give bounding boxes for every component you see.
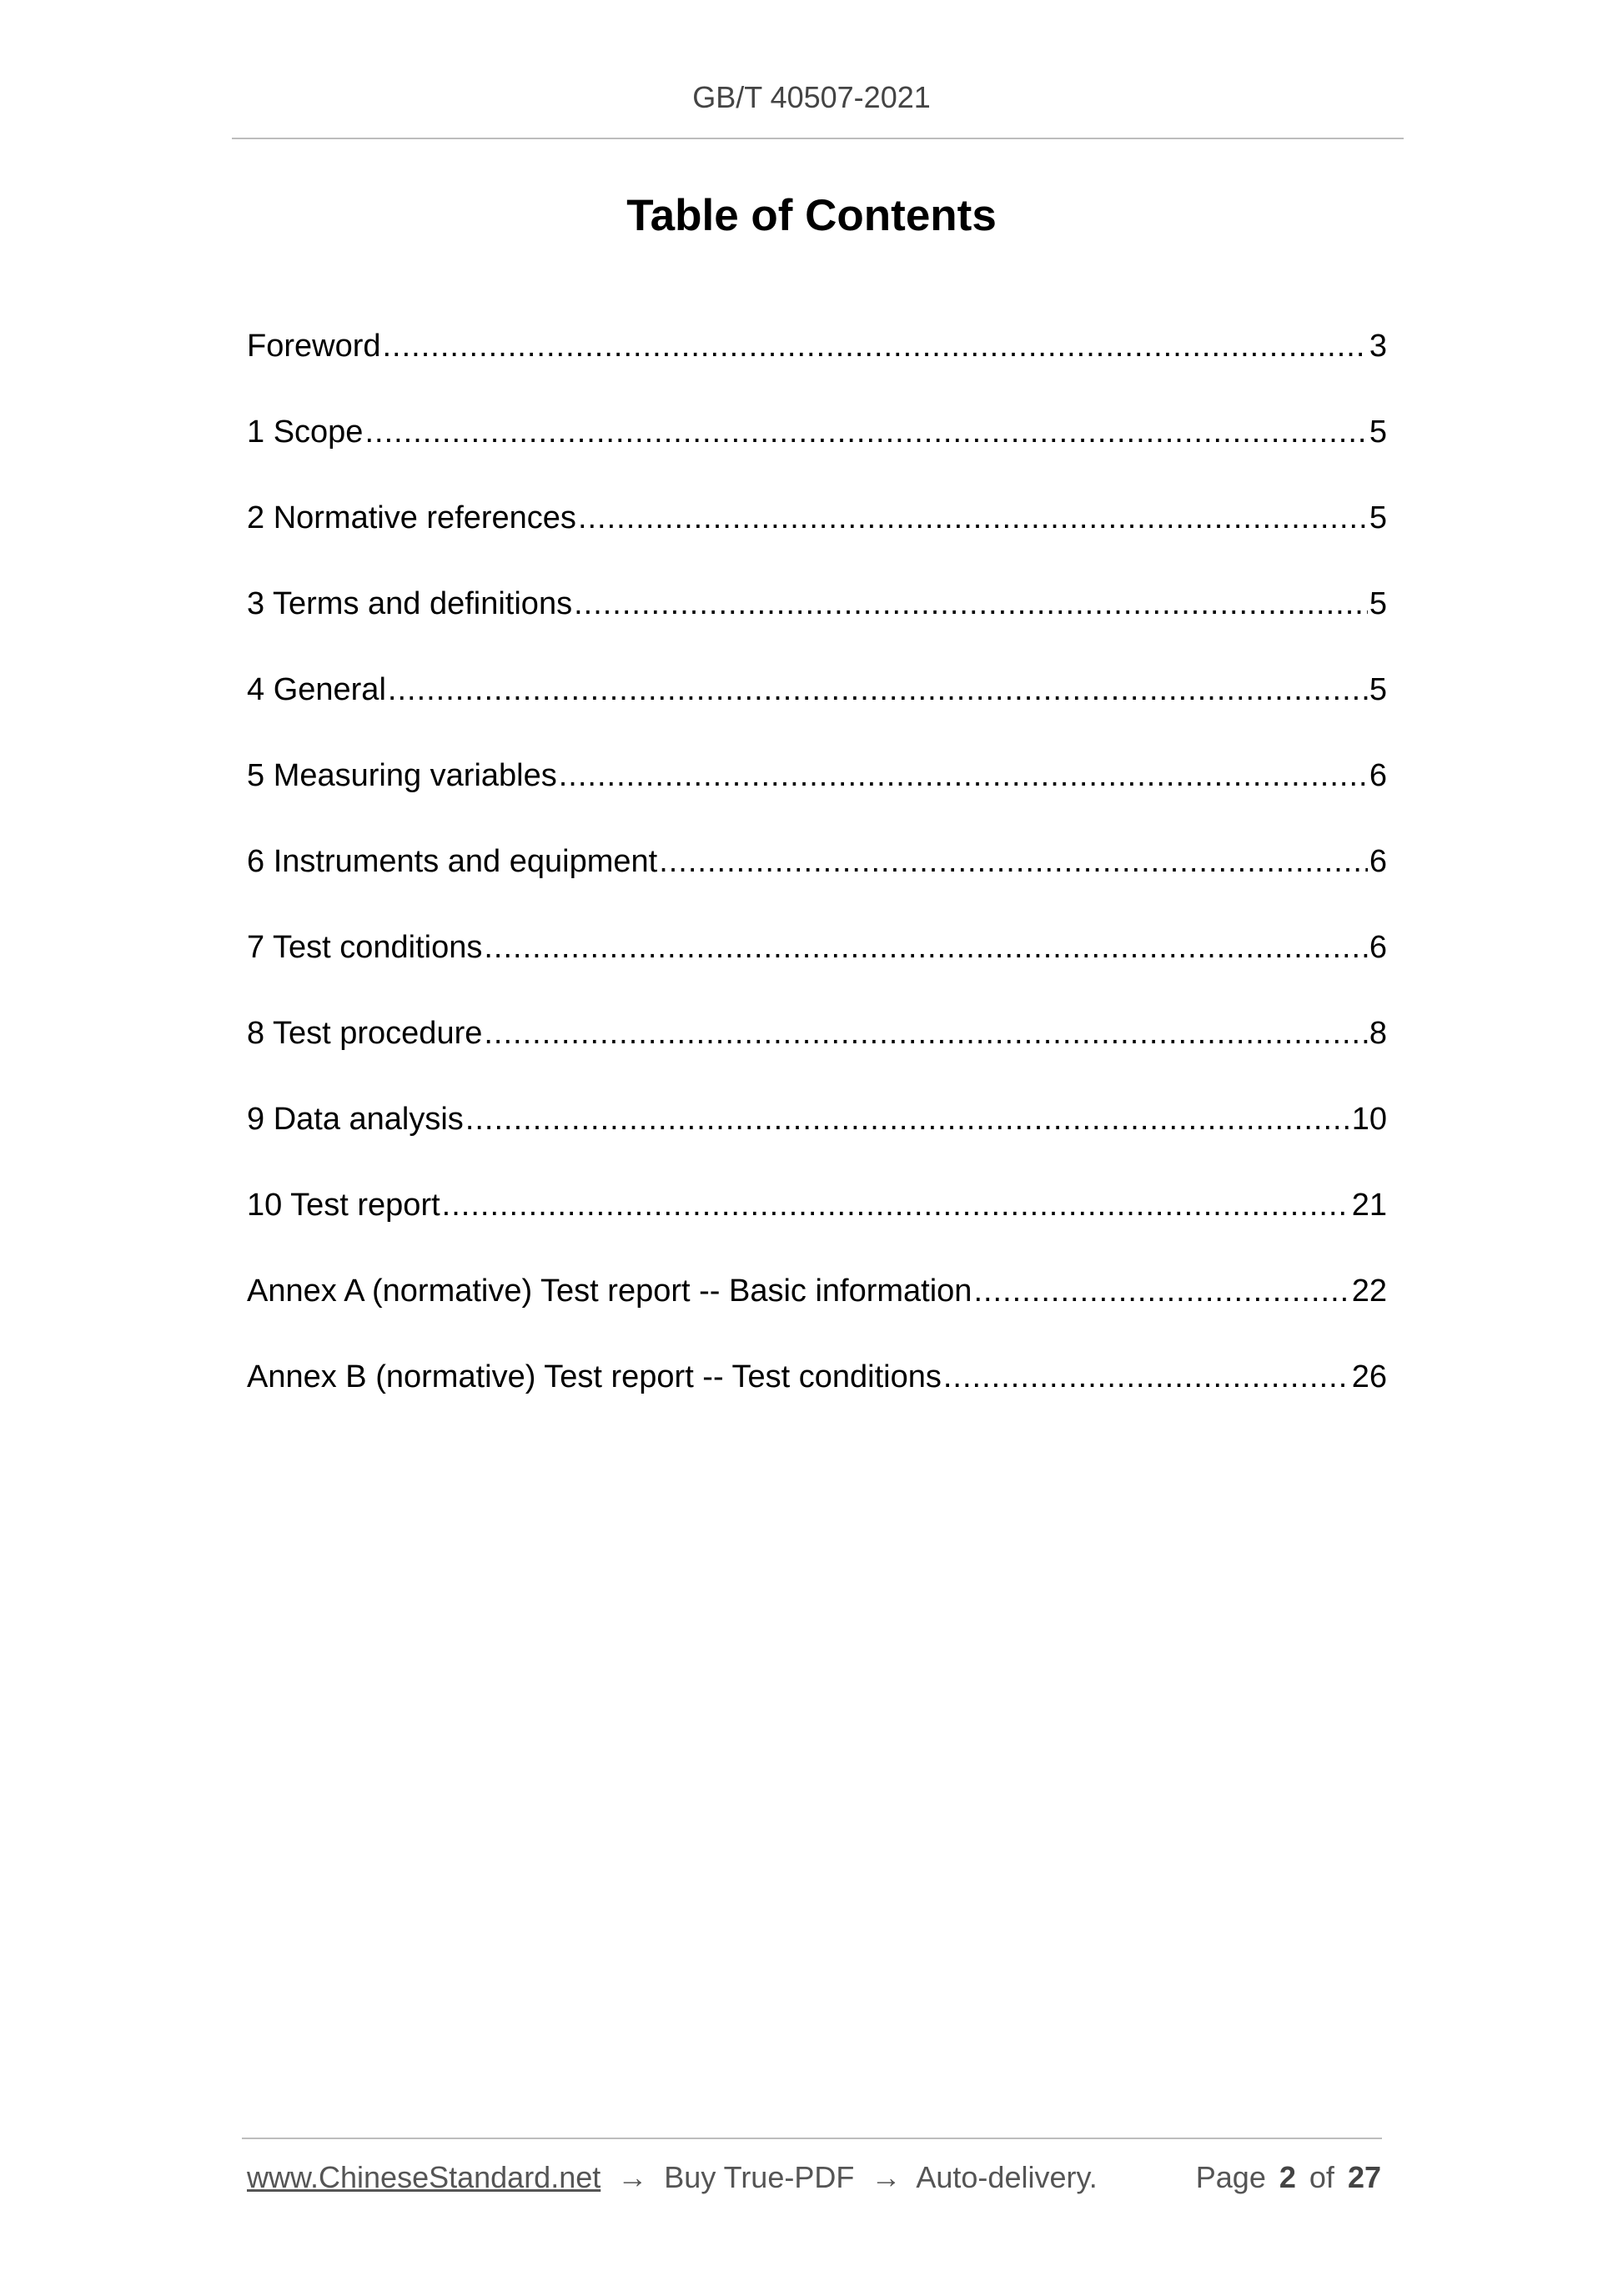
toc-dot-leader	[465, 1098, 1350, 1140]
toc-entry-test-procedure[interactable]	[247, 1012, 1387, 1098]
toc-entry-page: 26	[1351, 1359, 1387, 1394]
toc-dot-leader	[578, 497, 1368, 539]
toc-entry-page: 21	[1351, 1188, 1387, 1223]
page-word: Page	[1195, 2160, 1266, 2194]
document-code: GB/T 40507-2021	[692, 80, 931, 114]
toc-entry-annex-b[interactable]	[247, 1356, 1387, 1442]
toc-entry-page: 6	[1369, 844, 1387, 879]
toc-dot-leader	[383, 325, 1368, 367]
toc-entry-measuring-variables[interactable]	[247, 755, 1387, 841]
toc-entry-page: 6	[1369, 930, 1387, 965]
toc-entry-instruments-and-equipment[interactable]	[247, 841, 1387, 927]
page-number	[1191, 2160, 1381, 2195]
toc-entry-page: 5	[1369, 672, 1387, 707]
toc-entry-page: 5	[1369, 500, 1387, 535]
toc-entry-label: 1 Scope	[247, 414, 364, 450]
header-divider	[232, 138, 1404, 139]
toc-entry-page: 8	[1369, 1016, 1387, 1051]
toc-dot-leader	[484, 927, 1367, 968]
auto-delivery-text: Auto-delivery.	[916, 2160, 1098, 2194]
toc-dot-leader	[574, 583, 1368, 625]
toc-entry-label: 8 Test procedure	[247, 1016, 483, 1051]
toc-entry-label: Annex B (normative) Test report -- Test conditions	[247, 1359, 942, 1394]
toc-dot-leader	[559, 755, 1368, 796]
toc-entry-page: 3	[1369, 329, 1387, 364]
toc-entry-annex-a[interactable]	[247, 1270, 1387, 1356]
toc-entry-label: Annex A (normative) Test report -- Basic information	[247, 1274, 972, 1309]
footer-promo	[247, 2160, 1098, 2195]
toc-dot-leader	[442, 1184, 1350, 1226]
toc-entry-test-report[interactable]	[247, 1184, 1387, 1270]
page-title: Table of Contents	[626, 191, 997, 240]
arrow-right-icon: →	[617, 2160, 648, 2194]
toc-entry-label: 6 Instruments and equipment	[247, 844, 658, 879]
table-of-contents	[247, 325, 1387, 1442]
toc-entry-normative-references[interactable]	[247, 497, 1387, 583]
page-footer	[247, 2160, 1381, 2195]
toc-dot-leader	[388, 669, 1368, 711]
toc-entry-page: 22	[1351, 1274, 1387, 1309]
toc-dot-leader	[973, 1270, 1349, 1312]
toc-entry-data-analysis[interactable]	[247, 1098, 1387, 1184]
toc-entry-scope[interactable]	[247, 411, 1387, 497]
toc-entry-label: 7 Test conditions	[247, 930, 483, 965]
buy-true-pdf-text: Buy True-PDF	[664, 2160, 855, 2194]
arrow-right-icon: →	[871, 2160, 902, 2194]
website-link[interactable]: www.ChineseStandard.net	[247, 2160, 601, 2194]
toc-entry-page: 10	[1351, 1102, 1387, 1137]
page-of-word: of	[1309, 2160, 1334, 2194]
toc-entry-general[interactable]	[247, 669, 1387, 755]
toc-entry-page: 5	[1369, 586, 1387, 621]
toc-entry-label: 10 Test report	[247, 1188, 440, 1223]
toc-dot-leader	[659, 841, 1368, 882]
toc-dot-leader	[484, 1012, 1367, 1054]
toc-entry-page: 5	[1369, 414, 1387, 450]
toc-dot-leader	[943, 1356, 1350, 1398]
toc-entry-test-conditions[interactable]	[247, 927, 1387, 1012]
toc-entry-foreword[interactable]	[247, 325, 1387, 411]
toc-entry-label: 9 Data analysis	[247, 1102, 464, 1137]
toc-dot-leader	[364, 411, 1367, 453]
toc-entry-label: 5 Measuring variables	[247, 758, 557, 793]
toc-entry-label: 3 Terms and definitions	[247, 586, 573, 621]
toc-entry-page: 6	[1369, 758, 1387, 793]
page-current: 2	[1279, 2160, 1296, 2194]
footer-divider	[242, 2138, 1382, 2139]
toc-entry-label: Foreword	[247, 329, 381, 364]
toc-entry-terms-and-definitions[interactable]	[247, 583, 1387, 669]
page-total: 27	[1347, 2160, 1381, 2194]
toc-entry-label: 2 Normative references	[247, 500, 576, 535]
toc-entry-label: 4 General	[247, 672, 386, 707]
